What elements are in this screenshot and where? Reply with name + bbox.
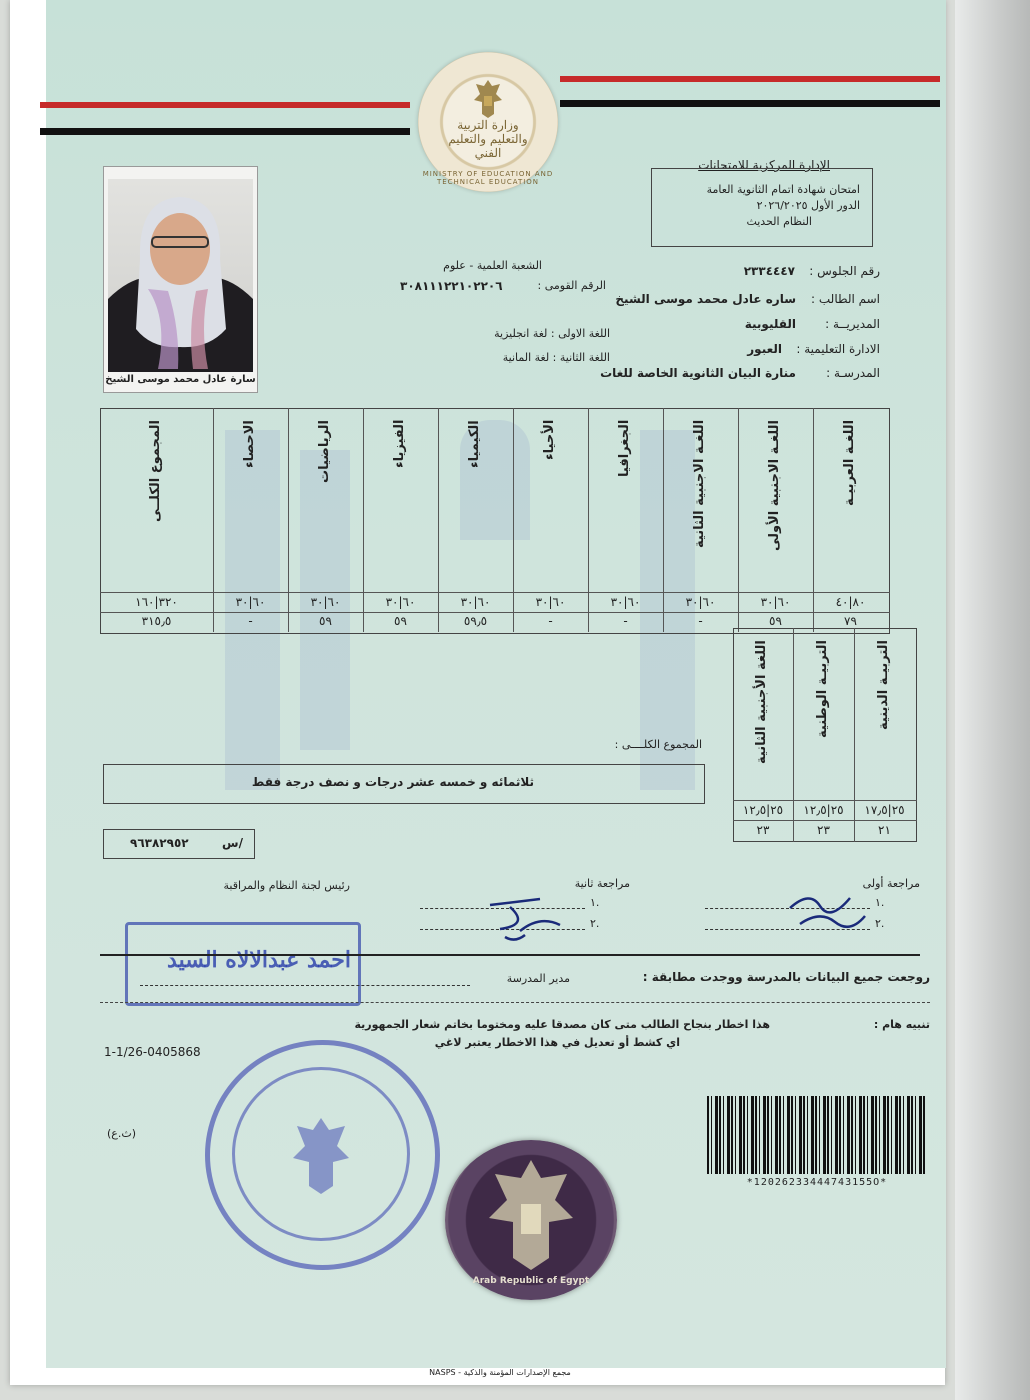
grades-score-9: ٣١٥٫٥ [141, 614, 172, 628]
grades-header-2: اللغـة الاجنبية الثانية [691, 420, 707, 549]
ministry-logo-text: وزارة التربية والتعليم والتعليم الفني [448, 118, 528, 160]
notice-line-1: هذا اخطار بنجاح الطالب متى كان مصدقا عليه ومختوما بخاتم شعار الجمهورية [354, 1018, 770, 1031]
stamp-eagle-icon [281, 1114, 361, 1194]
binder-sleeve [955, 0, 1030, 1400]
exam-info-box [651, 168, 873, 247]
school-label: المدرسـة : [826, 366, 880, 380]
signature-scribble-2 [470, 885, 580, 945]
grades-score-5: ٥٩٫٥ [463, 614, 488, 628]
grades-max-4: ٦٠|٣٠ [535, 595, 566, 609]
ministry-logo-ring-text: MINISTRY OF EDUCATION AND TECHNICAL EDUCATION [422, 170, 554, 186]
first-review-n1: ١. [875, 896, 885, 909]
grades-score-6: ٥٩ [394, 614, 407, 628]
official-round-stamp [205, 1040, 440, 1270]
committee-head-label: رئيس لجنة النظام والمراقبة [223, 879, 350, 892]
seat-number: ٢٣٣٤٤٤٧ [743, 264, 795, 278]
eagle-icon [470, 78, 506, 118]
official-round-stamp-inner [232, 1067, 410, 1241]
serial-number: ٩٦٣٨٢٩٥٢ [130, 836, 189, 850]
exam-line-1: امتحان شهادة اتمام الثانوية العامة [706, 183, 860, 196]
grades-header-0: اللغـة العربيـة [841, 420, 857, 507]
extra-row-divider-2 [733, 820, 917, 821]
extra-max-0: ٢٥|١٧٫٥ [864, 803, 905, 817]
flag-strip-red-right [560, 76, 940, 82]
extra-header-1: التربيـة الوطنية [814, 640, 830, 739]
principal-line [140, 985, 470, 986]
grades-row-divider-1 [100, 592, 890, 593]
flag-strip-red-left [40, 102, 410, 108]
grades-score-3: - [623, 614, 628, 628]
extra-score-2: ٢٣ [756, 823, 770, 837]
hologram-seal [445, 1140, 617, 1300]
grades-header-3: الجغرافيا [616, 420, 632, 478]
seat-label: رقم الجلوس : [809, 264, 880, 278]
admin-label: الادارة التعليمية : [796, 342, 880, 356]
exam-line-2: الدور الأول ٢٠٢٦/٢٠٢٥ [756, 199, 860, 212]
barcode [707, 1096, 925, 1174]
principal-label: مدير المدرسة [506, 972, 570, 985]
grades-col-divider [363, 408, 364, 632]
grades-score-1: ٥٩ [769, 614, 782, 628]
grades-col-divider [663, 408, 664, 632]
second-review-label: مراجعة ثانية [574, 877, 630, 890]
grades-header-8: الاحصاء [241, 420, 257, 468]
grades-col-divider [288, 408, 289, 632]
admin-value: العبور [747, 342, 782, 356]
national-id-label: الرقم القومى : [537, 279, 606, 292]
flag-strip-black-left [40, 128, 410, 135]
grades-max-8: ٦٠|٣٠ [235, 595, 266, 609]
document-code: 1-1/26-0405868 [104, 1045, 201, 1059]
student-photo [103, 166, 258, 393]
grades-max-6: ٦٠|٣٠ [385, 595, 416, 609]
signature-divider-line [100, 954, 920, 956]
second-review-n2: ٢. [590, 917, 600, 930]
school-value: منارة البيان الثانوية الخاصة للغات [600, 366, 796, 380]
grades-score-2: - [698, 614, 703, 628]
document-code-ar: (ث.ع) [107, 1127, 137, 1140]
second-language: اللغة الثانية : لغة المانية [502, 351, 610, 364]
name-stamp [125, 922, 361, 1006]
grades-col-divider [213, 408, 214, 632]
grades-col-divider [513, 408, 514, 632]
grades-col-divider [588, 408, 589, 632]
extra-score-1: ٢٣ [817, 823, 830, 837]
directorate-value: القليوبية [744, 317, 796, 331]
grades-max-7: ٦٠|٣٠ [310, 595, 341, 609]
verified-label: روجعت جميع البيانات بالمدرسة ووجدت مطابقة : [642, 970, 930, 984]
grades-max-3: ٦٠|٣٠ [610, 595, 641, 609]
exam-line-3: النظام الحديث [746, 215, 812, 228]
portrait-illustration [108, 179, 253, 372]
grades-max-9: ٣٢٠|١٦٠ [135, 595, 178, 609]
ministry-logo [418, 52, 558, 192]
signature-scribble-1 [780, 880, 870, 930]
photo-caption: سارة عادل محمد موسى الشيخ [105, 374, 256, 385]
grades-max-1: ٦٠|٣٠ [760, 595, 791, 609]
barcode-text: *12026233444743155O* [746, 1177, 888, 1188]
extra-header-2: اللغة الأجنبية الثانية [754, 640, 769, 764]
grades-header-1: اللغـة الاجنبية الأولى [766, 420, 782, 551]
first-review-n2: ٢. [875, 917, 885, 930]
grades-col-divider [813, 408, 814, 632]
extra-score-0: ٢١ [878, 823, 891, 837]
grades-max-5: ٦٠|٣٠ [460, 595, 491, 609]
grades-header-7: الرياضيات [316, 420, 332, 484]
grades-score-4: - [548, 614, 553, 628]
student-photo-image [108, 179, 253, 372]
grades-score-7: ٥٩ [319, 614, 332, 628]
extra-header-0: التربيـة الدينية [875, 640, 891, 730]
grades-col-divider [438, 408, 439, 632]
total-label: المجموع الكلــــى : [614, 738, 702, 751]
seal-text: Arab Republic of Egypt [472, 1276, 590, 1286]
grades-header-4: الأحياء [541, 420, 557, 461]
name-label: اسم الطالب : [811, 292, 880, 306]
serial-box [103, 829, 255, 859]
extra-max-2: ٢٥|١٢٫٥ [742, 803, 784, 817]
student-name: ساره عادل محمد موسى الشيخ [615, 292, 796, 306]
grades-score-8: - [248, 614, 253, 628]
total-words: ثلاثمائه و خمسه عشر درجات و نصف درجة فقط [251, 775, 534, 789]
name-stamp-text: احمد عبدالالاه السيد [167, 947, 351, 973]
notice-label: تنبيه هام : [873, 1018, 930, 1031]
first-review-label: مراجعة أولى [862, 877, 920, 890]
national-id-value: ٣٠٨١١١٢٢١٠٢٢٠٦ [400, 279, 503, 293]
notice-divider-line [100, 1002, 930, 1003]
grades-max-0: ٨٠|٤٠ [835, 595, 866, 609]
flag-strip-black-right [560, 100, 940, 107]
directorate-label: المديريــة : [825, 317, 880, 331]
grades-max-2: ٦٠|٣٠ [685, 595, 716, 609]
extra-max-1: ٢٥|١٢٫٥ [803, 803, 844, 817]
grades-header-6: الفيزياء [391, 420, 407, 469]
grades-col-divider [738, 408, 739, 632]
notice-line-2: اي كشط أو تعديل في هذا الاخطار يعتبر لاغي [434, 1036, 680, 1049]
printer-footer: مجمع الإصدارات المؤمنة والذكية - NASPS [429, 1368, 571, 1377]
serial-prefix: س/ [222, 836, 243, 850]
second-review-n1: ١. [590, 896, 600, 909]
total-words-box [103, 764, 705, 804]
branch-label: الشعبة العلمية - علوم [443, 259, 542, 272]
grades-score-0: ٧٩ [844, 614, 857, 628]
authority-title: الإدارة المركزية للامتحانات [698, 158, 830, 172]
first-language: اللغة الاولى : لغة انجليزية [494, 327, 610, 340]
extra-row-divider-1 [733, 800, 917, 801]
grades-row-divider-2 [100, 612, 890, 613]
grades-header-9: المجموع الكلــى [147, 420, 163, 522]
grades-header-5: الكيمياء [466, 420, 482, 468]
